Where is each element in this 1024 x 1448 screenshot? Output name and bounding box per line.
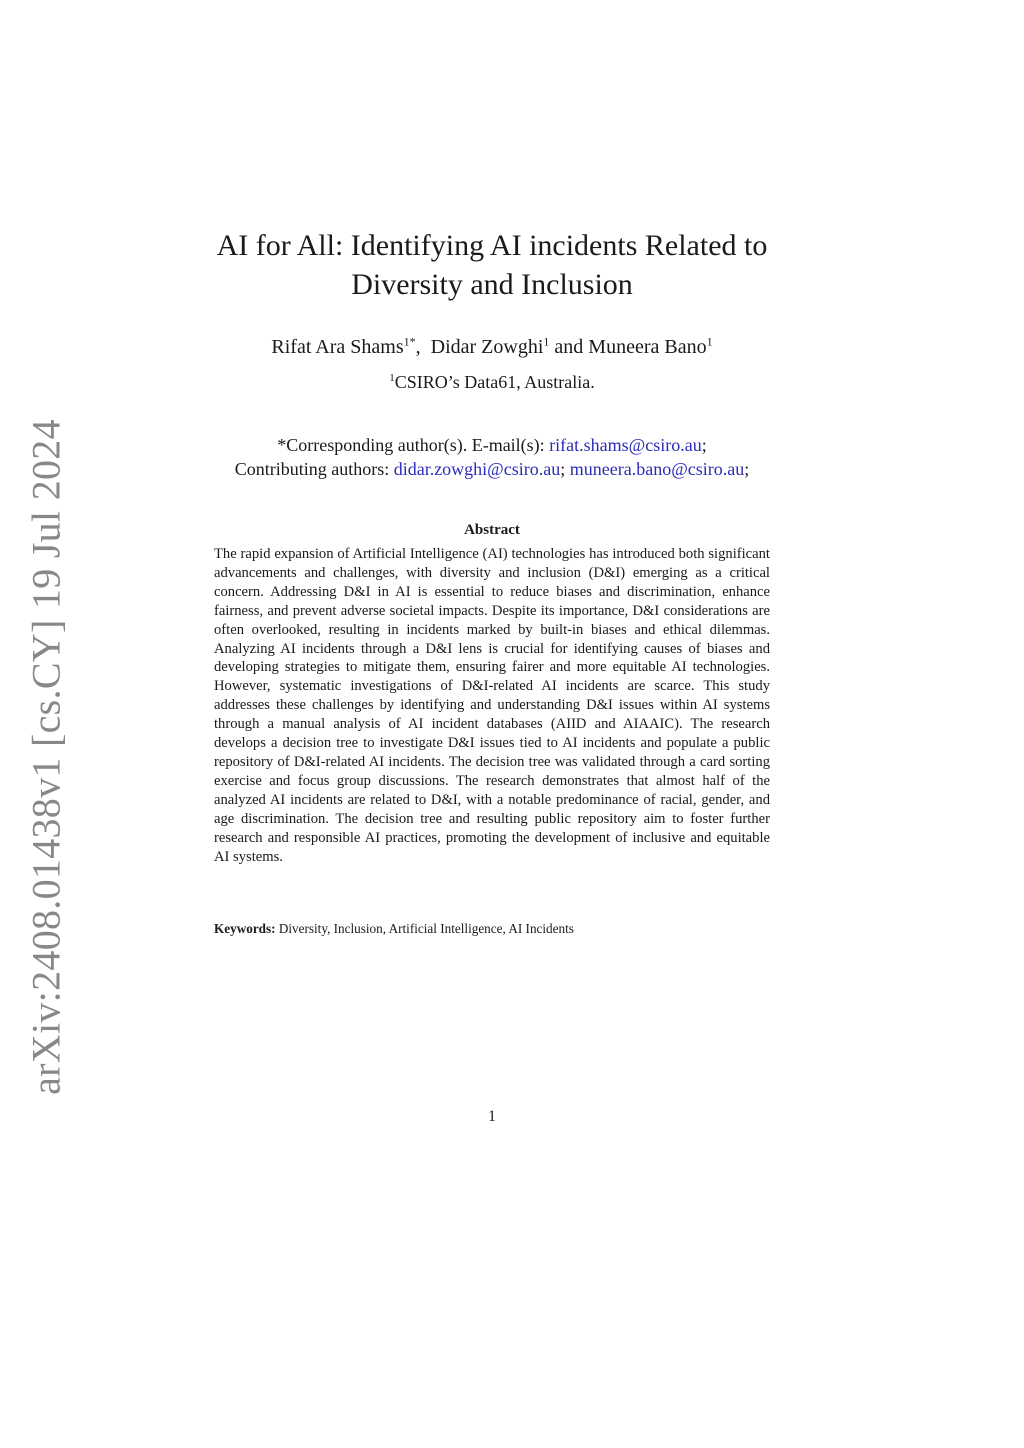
- contributing-authors-line: [160, 457, 824, 481]
- affiliation-text: CSIRO’s Data61, Australia.: [394, 372, 595, 392]
- semicolon: ;: [701, 435, 707, 455]
- author-affiliation-mark: 1: [706, 334, 713, 349]
- corresponding-email-link[interactable]: rifat.shams@csiro.au: [549, 435, 702, 455]
- title-line-2: Diversity and Inclusion: [351, 268, 633, 301]
- title-line-1: AI for All: Identifying AI incidents Related to: [216, 229, 768, 262]
- arxiv-identifier-stamp: arXiv:2408.01438v1 [cs.CY] 19 Jul 2024: [23, 419, 69, 1095]
- contributing-email-link-1[interactable]: didar.zowghi@csiro.au: [393, 459, 561, 479]
- keywords-label: Keywords:: [214, 921, 276, 936]
- author-name: Didar Zowghi: [430, 336, 544, 358]
- abstract-body: The rapid expansion of Artificial Intelligence (AI) technologies has introduced both significant advancements and challenges, with diversity and inclusion (D&I) emerging as a critical concern. Addressing D&I in AI is essential to reduce biases and discrimination, enhance fairness, and prevent adverse societal impacts. Despite its importance, D&I considerations are often overlooked, resulting in incidents marked by built-in biases and ethical dilemmas. Analyzing AI incidents through a D&I lens is crucial for identifying causes of biases and developing strategies to mitigate them, ensuring fairer and more equitable AI technologies. However, systematic investigations of D&I-related AI incidents are scarce. This study addresses these challenges by identifying and understanding D&I issues within AI systems through a manual analysis of AI incident databases (AIID and AIAAIC). The research develops a decision tree to investigate D&I issues tied to AI incidents and populate a public repository of D&I-related AI incidents. The decision tree was validated through a card sorting exercise and focus group discussions. The research demonstrates that almost half of the analyzed AI incidents are related to D&I, with a notable predominance of racial, gender, and age discrimination. The decision tree and resulting public repository aim to foster further research and responsible AI practices, promoting the development of inclusive and equitable AI systems.: [214, 546, 770, 865]
- author-affiliation-mark: 1: [543, 334, 550, 349]
- contributing-label: Contributing authors:: [234, 459, 394, 479]
- affiliation-mark: 1: [389, 372, 395, 384]
- abstract-heading: Abstract: [464, 522, 520, 538]
- semicolon: ;: [744, 459, 750, 479]
- affiliation: [160, 369, 824, 395]
- corresponding-author-line: [160, 433, 824, 457]
- author-name: Rifat Ara Shams: [271, 336, 404, 358]
- contributing-email-link-2[interactable]: muneera.bano@csiro.au: [569, 459, 745, 479]
- contact-block: [160, 433, 824, 481]
- keywords-text: Diversity, Inclusion, Artificial Intelligence, AI Incidents: [275, 921, 574, 936]
- corresponding-label: *Corresponding author(s). E-mail(s):: [277, 435, 550, 455]
- page-number: 1: [488, 1108, 496, 1125]
- author-separator: and: [549, 336, 589, 358]
- semicolon-separator: ;: [560, 459, 570, 479]
- paper-title: [160, 226, 824, 304]
- author-affiliation-mark: 1*: [403, 334, 416, 349]
- author-separator: ,: [415, 336, 431, 358]
- keywords: [214, 920, 770, 938]
- author-list: [160, 333, 824, 361]
- author-name: Muneera Bano: [588, 336, 707, 358]
